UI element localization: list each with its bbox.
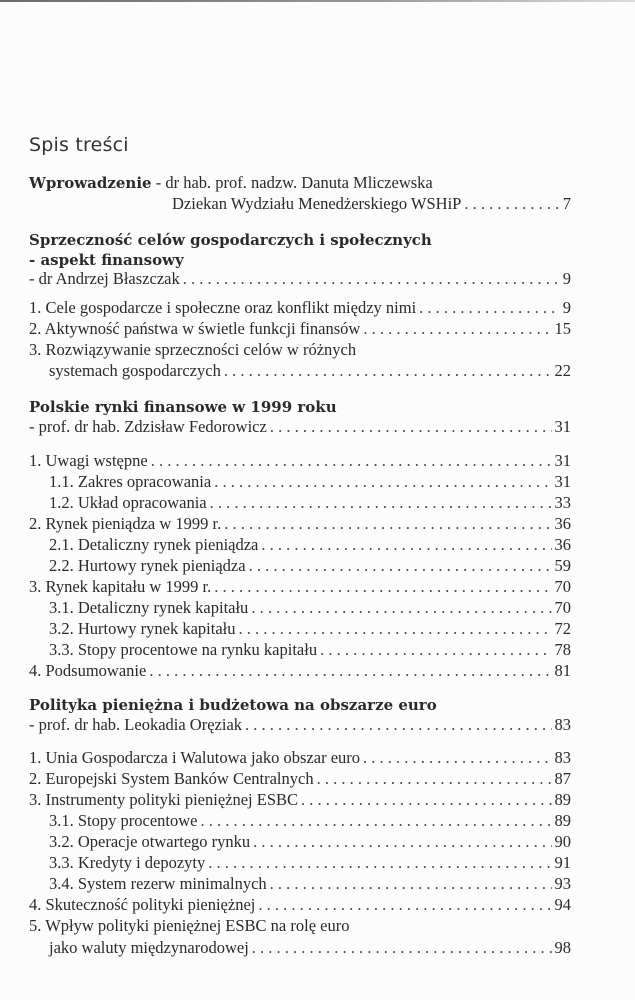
page-number: 70 <box>554 577 571 596</box>
page-number: 70 <box>554 598 571 617</box>
toc-item: 2. Europejski System Banków Centralnych . . . 87 <box>29 768 571 790</box>
page-number: 83 <box>554 715 571 734</box>
leader-dots <box>149 660 551 682</box>
leader-dots <box>270 416 552 438</box>
page-number: 31 <box>554 417 571 436</box>
toc-item: 3.4. System rezerw minimalnych . . . 93 <box>29 873 571 895</box>
page-number: 89 <box>554 790 571 809</box>
page-number: 31 <box>554 451 571 470</box>
intro-label: Wprowadzenie <box>29 174 152 192</box>
page-number: 7 <box>562 194 571 213</box>
page-title: Spis treści <box>29 134 129 156</box>
page-number: 9 <box>562 269 571 288</box>
leader-dots <box>214 576 551 598</box>
page-number: 59 <box>554 556 571 575</box>
leader-dots <box>183 268 560 290</box>
toc-item: 1. Cele gospodarcze i społeczne oraz konflikt między nimi . . . 9 <box>29 297 571 319</box>
leader-dots <box>317 768 552 790</box>
page-number: 87 <box>554 769 571 788</box>
intro-entry-line2 <box>29 193 571 215</box>
leader-dots <box>208 852 551 874</box>
page-number: 83 <box>554 748 571 767</box>
page-number: 36 <box>554 535 571 554</box>
leader-dots <box>258 894 551 916</box>
leader-dots <box>419 297 560 319</box>
toc-item: 3. Instrumenty polityki pieniężnej ESBC . . . 89 <box>29 789 571 811</box>
toc-item: 2. Rynek pieniądza w 1999 r. . . . 36 <box>29 513 571 535</box>
toc-item: 3.2. Hurtowy rynek kapitału . . . 72 <box>29 618 571 640</box>
leader-dots <box>200 810 551 832</box>
leader-dots <box>320 639 551 661</box>
page-number: 89 <box>554 811 571 830</box>
page-number: 81 <box>554 661 571 680</box>
leader-dots <box>245 714 551 736</box>
chapter-author: - dr Andrzej Błaszczak . . . 9 <box>29 268 571 290</box>
leader-dots <box>239 618 552 640</box>
leader-dots <box>249 555 552 577</box>
page-number: 93 <box>554 874 571 893</box>
toc-item: 1. Uwagi wstępne . . . 31 <box>29 450 571 472</box>
toc-item-continuation: jako waluty międzynarodowej . . . 98 <box>29 937 571 959</box>
toc-item: 1. Unia Gospodarcza i Walutowa jako obszar euro . . . 83 <box>29 747 571 769</box>
leader-dots <box>363 747 551 769</box>
leader-dots <box>251 597 551 619</box>
toc-item: 3.3. Kredyty i depozyty . . . 91 <box>29 852 571 874</box>
leader-dots <box>214 471 551 493</box>
leader-dots <box>363 318 551 340</box>
intro-entry <box>29 172 571 194</box>
leader-dots <box>151 450 552 472</box>
toc-item-continuation: systemach gospodarczych . . . 22 <box>29 360 571 382</box>
toc-item: 5. Wpływ polityki pieniężnej ESBC na rolę euro <box>29 916 350 935</box>
leader-dots <box>210 492 552 514</box>
leader-dots <box>224 513 551 535</box>
toc-item: 3.1. Stopy procentowe . . . 89 <box>29 810 571 832</box>
leader-dots <box>253 831 551 853</box>
chapter-title-line2: - aspekt finansowy <box>29 251 184 269</box>
page-number: 72 <box>554 619 571 638</box>
leader-dots <box>301 789 551 811</box>
leader-dots <box>464 193 559 215</box>
toc-item: 3. Rynek kapitału w 1999 r. . . . 70 <box>29 576 571 598</box>
toc-item: 3.1. Detaliczny rynek kapitału . . . 70 <box>29 597 571 619</box>
toc-item: 3.3. Stopy procentowe na rynku kapitału . . . 78 <box>29 639 571 661</box>
toc-item: 3. Rozwiązywanie sprzeczności celów w różnych <box>29 340 357 359</box>
toc-item: 1.2. Układ opracowania . . . 33 <box>29 492 571 514</box>
page-number: 94 <box>554 895 571 914</box>
page-number: 78 <box>554 640 571 659</box>
leader-dots <box>261 534 551 556</box>
leader-dots <box>224 360 552 382</box>
page-number: 31 <box>554 472 571 491</box>
page-number: 15 <box>554 319 571 338</box>
chapter-title: Polskie rynki finansowe w 1999 roku <box>29 398 337 416</box>
page-number: 98 <box>554 938 571 957</box>
toc-item: 4. Skuteczność polityki pieniężnej . . . 94 <box>29 894 571 916</box>
toc-item: 3.2. Operacje otwartego rynku . . . 90 <box>29 831 571 853</box>
page-number: 33 <box>554 493 571 512</box>
page-number: 36 <box>554 514 571 533</box>
toc-item: 2. Aktywność państwa w świetle funkcji finansów . . . 15 <box>29 318 571 340</box>
leader-dots <box>270 873 552 895</box>
chapter-author: - prof. dr hab. Zdzisław Fedorowicz . . . 31 <box>29 416 571 438</box>
toc-item: 2.1. Detaliczny rynek pieniądza . . . 36 <box>29 534 571 556</box>
page-number: 91 <box>554 853 571 872</box>
toc-item: 1.1. Zakres opracowania . . . 31 <box>29 471 571 493</box>
chapter-author: - prof. dr hab. Leokadia Oręziak . . . 83 <box>29 714 571 736</box>
page-number: 90 <box>554 832 571 851</box>
chapter-title: Sprzeczność celów gospodarczych i społecznych <box>29 231 432 249</box>
toc-item: 2.2. Hurtowy rynek pieniądza . . . 59 <box>29 555 571 577</box>
leader-dots <box>252 937 552 959</box>
page-number: 22 <box>554 361 571 380</box>
intro-author: - dr hab. prof. nadzw. Danuta Mliczewska <box>151 173 433 192</box>
chapter-title: Polityka pieniężna i budżetowa na obszarze euro <box>29 696 437 714</box>
page-top-edge <box>0 0 635 2</box>
intro-affiliation: Dziekan Wydziału Menedżerskiego WSHiP <box>172 194 462 213</box>
toc-item: 4. Podsumowanie . . . 81 <box>29 660 571 682</box>
page-number: 9 <box>562 298 571 317</box>
